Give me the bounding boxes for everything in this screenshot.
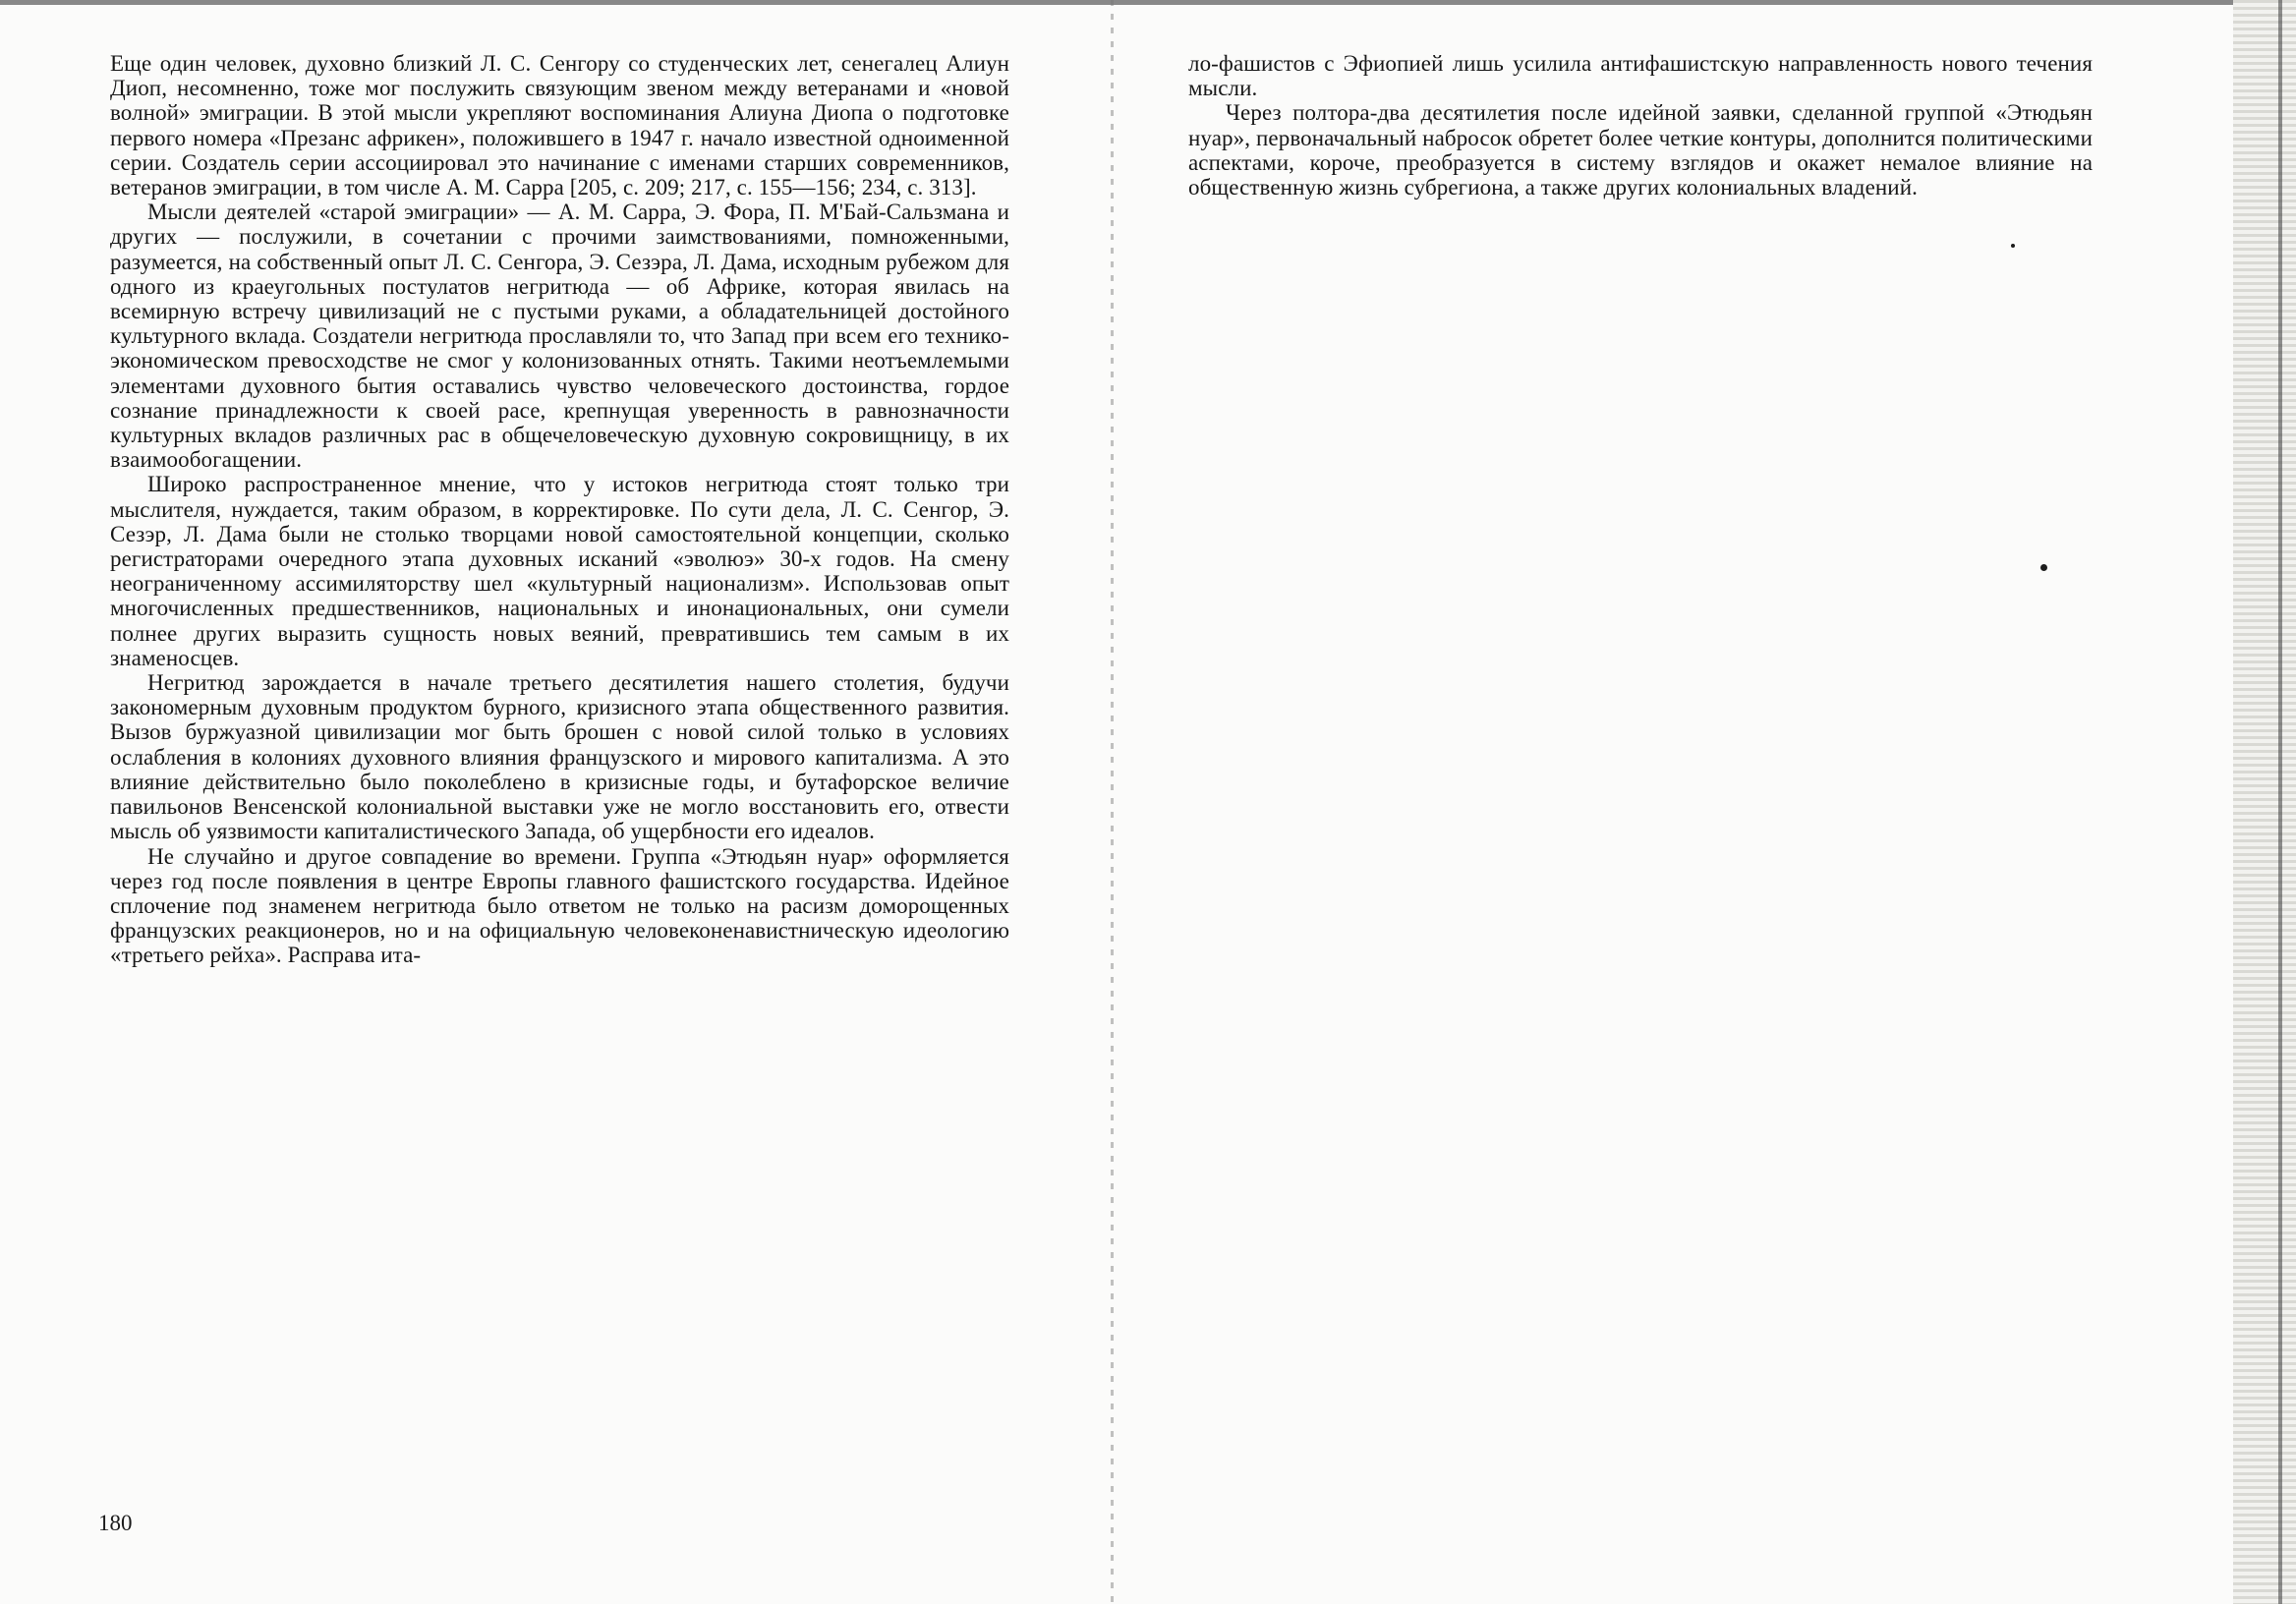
right-paragraph-1: ло-фашистов с Эфиопией лишь усилила антифашистскую направленность нового течения мысли. (1188, 51, 2093, 101)
ink-speck (2040, 564, 2047, 571)
left-paragraph-5: Не случайно и другое совпадение во времени. Группа «Этюдьян нуар» оформляется через год после появления в центре Европы главного фашистского государства. Идейное сплочение под знаменем негритюда было ответом не только на расизм доморощенных французских реакционеров, но и на официальную человеконенавистническую идеологию «третьего рейха». Расправа ита- (110, 843, 1009, 968)
left-paragraph-3: Широко распространенное мнение, что у истоков негритюда стоят только три мыслителя, нуждается, таким образом, в корректировке. По сути дела, Л. С. Сенгор, Э. Сезэр, Л. Дама были не столько творцами новой самостоятельной концепции, сколько регистраторами очередного этапа духовных исканий «эволюэ» 30-х годов. На смену неограниченному ассимиляторству шел «культурный национализм». Использовав опыт многочисленных предшественников, национальных и инонациональных, они сумели полнее других выразить сущность новых веяний, превратившись тем самым в их знаменосцев. (110, 472, 1009, 670)
left-page (110, 51, 1009, 1525)
right-page (1188, 51, 2093, 346)
left-paragraph-4: Негритюд зарождается в начале третьего десятилетия нашего столетия, будучи закономерным духовным продуктом бурного, кризисного этапа общественного развития. Вызов буржуазной цивилизации мог быть брошен с новой силой только в условиях ослабления в колониях духовного влияния французского и мирового капитализма. А это влияние действительно было поколеблено в кризисные годы, и бутафорское величие павильонов Венсенской колониальной выставки уже не могло восстановить его, отвести мысль об уязвимости капиталистического Запада, об ущербности его идеалов. (110, 670, 1009, 844)
ink-speck (2011, 244, 2015, 248)
page-number: 180 (98, 1511, 133, 1535)
book-gutter (1111, 0, 1114, 1604)
page-edge-line (2278, 0, 2282, 1604)
page-edge-stack (2233, 0, 2296, 1604)
left-paragraph-2: Мысли деятелей «старой эмиграции» — А. М. Сарра, Э. Фора, П. М'Бай-Сальзмана и других — послужили, в сочетании с прочими заимствованиями, помноженными, разумеется, на собственный опыт Л. С. Сенгора, Э. Сезэра, Л. Дама, исходным рубежом для одного из краеугольных постулатов негритюда — об Африке, которая явилась на всемирную встречу цивилизаций не с пустыми руками, а обладательницей достойного культурного вклада. Создатели негритюда прославляли то, что Запад при всем его технико-экономическом превосходстве не смог у колонизованных отнять. Такими неотъемлемыми элементами духовного бытия оставались чувство человеческого достоинства, гордое сознание принадлежности к своей расе, крепнущая уверенность в равнозначности культурных вкладов различных рас в общечеловеческую духовную сокровищницу, в их взаимообогащении. (110, 200, 1009, 473)
left-paragraph-1: Еще один человек, духовно близкий Л. С. Сенгору со студенческих лет, сенегалец Алиун Диоп, несомненно, тоже мог послужить связующим звеном между ветеранами и «новой волной» эмиграции. В этой мысли укрепляют воспоминания Алиуна Диопа о подготовке первого номера «Презанс африкен», положившего в 1947 г. начало известной одноименной серии. Создатель серии ассоциировал это начинание с именами старших современников, ветеранов эмиграции, в том числе А. М. Сарра [205, с. 209; 217, с. 155—156; 234, с. 313]. (110, 51, 1009, 200)
right-paragraph-2: Через полтора-два десятилетия после идейной заявки, сделанной группой «Этюдьян нуар», первоначальный набросок обретет более четкие контуры, дополнится политическими аспектами, короче, преобразуется в систему взглядов и окажет немалое влияние на общественную жизнь субрегиона, а также других колониальных владений. (1188, 100, 2093, 200)
top-edge-shadow (0, 0, 2296, 5)
